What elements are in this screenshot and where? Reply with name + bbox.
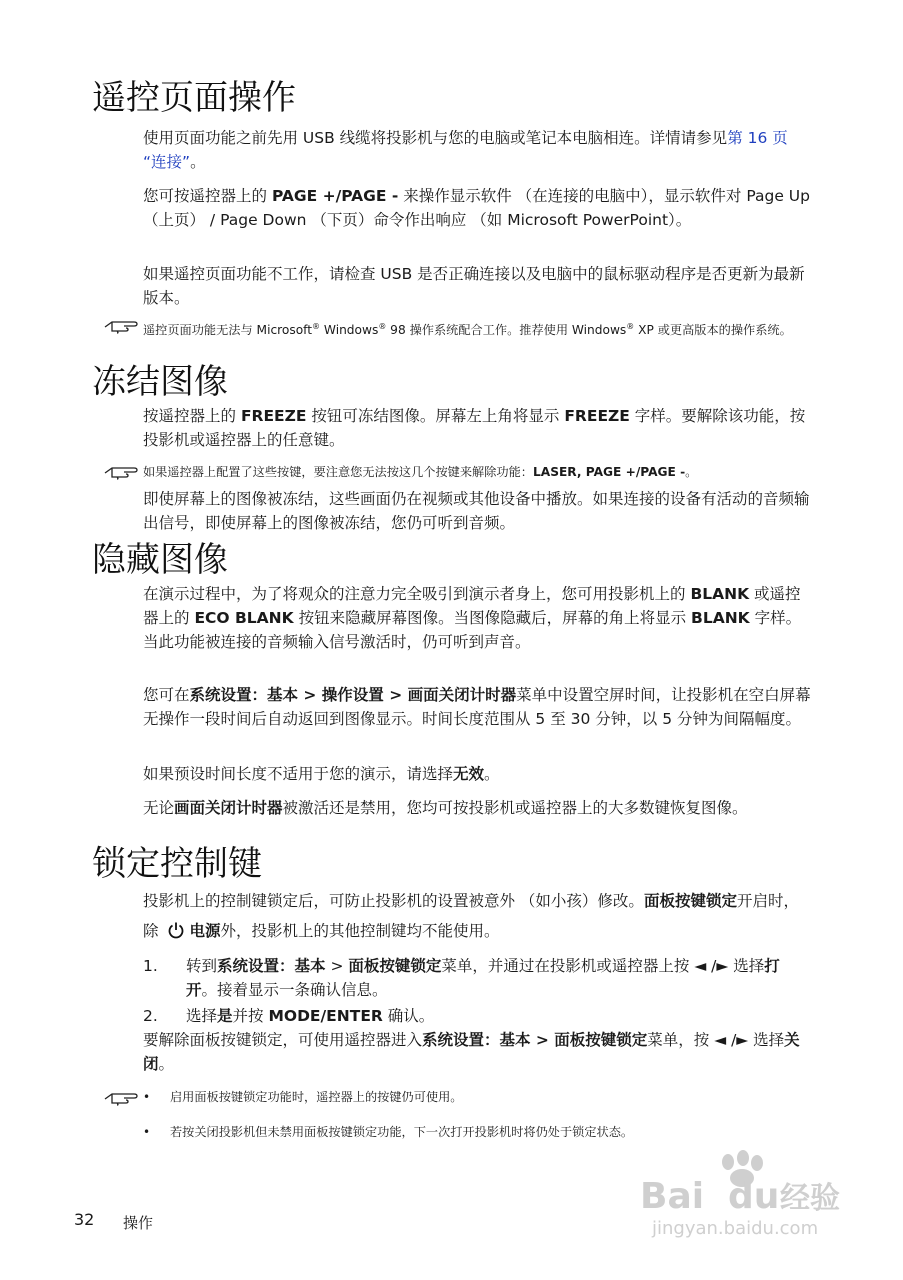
bold-text: 系统设置：基本 xyxy=(217,957,326,975)
text: 被激活还是禁用，您均可按投影机或遥控器上的大多数键恢复图像。 xyxy=(282,799,748,817)
watermark-brand: Bai xyxy=(640,1176,705,1217)
bold-text: 电源 xyxy=(189,922,221,940)
paragraph: 即使屏幕上的图像被冻结，这些画面仍在视频或其他设备中播放。如果连接的设备有活动的音频输出信号，即使屏幕上的图像被冻结，您仍可听到音频。 xyxy=(143,490,810,532)
paragraph xyxy=(143,404,811,452)
text: 按钮来隐藏屏幕图像。当图像隐藏后，屏幕的角上将显示 xyxy=(293,609,692,627)
bold-text: 画面关闭计时器 xyxy=(174,799,283,817)
paragraph xyxy=(143,762,811,786)
text: 使用页面功能之前先用 USB 线缆将投影机与您的电脑或笔记本电脑相连。详情请参见 xyxy=(143,129,728,147)
bold-text: BLANK xyxy=(691,609,750,627)
bold-text: 打开 xyxy=(186,957,780,999)
text: 无论 xyxy=(143,799,175,817)
text: 遥控页面功能无法与 Microsoft xyxy=(143,323,313,338)
bold-text: 是 xyxy=(217,1007,233,1025)
reg-mark: ® xyxy=(312,322,321,331)
text: 如果预设时间长度不适用于您的演示，请选择 xyxy=(143,765,454,783)
text: > xyxy=(325,957,349,975)
paragraph: 如果遥控页面功能不工作，请检查 USB 是否正确连接以及电脑中的鼠标驱动程序是否更新为最新版本。 xyxy=(143,265,805,307)
text: 菜单，按 ◄ /► 选择 xyxy=(647,1031,785,1049)
text: 要解除面板按键锁定，可使用遥控器进入 xyxy=(143,1031,423,1049)
section-title-panel-lock: 锁定控制键 xyxy=(92,844,262,884)
pointing-hand-icon xyxy=(104,318,138,334)
link-connection-page[interactable]: 第 16 页 “连接” xyxy=(143,129,788,171)
text: 。接着显示一条确认信息。 xyxy=(201,981,388,999)
text: 。 xyxy=(685,465,698,479)
text: XP 或更高版本的操作系统。 xyxy=(634,323,792,338)
paragraph xyxy=(143,796,811,820)
bold-text: ECO BLANK xyxy=(194,609,294,627)
footer-section: 操作 xyxy=(123,1214,154,1232)
text: 转到 xyxy=(186,957,218,975)
list-number: 2. xyxy=(143,1007,158,1025)
power-icon xyxy=(167,921,185,939)
paragraph xyxy=(143,184,811,232)
text: 按钮可冻结图像。屏幕左上角将显示 xyxy=(306,407,565,425)
text: 确认。 xyxy=(382,1007,435,1025)
text: 如果遥控器上配置了这些按键，要注意您无法按这几个按键来解除功能： xyxy=(143,465,533,479)
reg-mark: ® xyxy=(626,322,635,331)
bold-text: PAGE +/PAGE - xyxy=(271,187,399,205)
text: 。 xyxy=(190,153,206,171)
paragraph xyxy=(143,683,811,731)
bold-text: 系统设置：基本 > 面板按键锁定 xyxy=(422,1031,648,1049)
bullet: • xyxy=(143,1125,151,1139)
text: 外，投影机上的其他控制键均不能使用。 xyxy=(220,922,500,940)
text: 您可在 xyxy=(143,686,190,704)
note-bullet: 若按关闭投影机但未禁用面板按键锁定功能，下一次打开投影机时将仍处于锁定状态。 xyxy=(170,1125,634,1139)
bold-text: 面板按键锁定 xyxy=(348,957,442,975)
paragraph xyxy=(143,126,811,174)
list-number: 1. xyxy=(143,957,158,975)
bold-text: BLANK xyxy=(690,585,750,603)
bold-text: FREEZE xyxy=(240,407,307,425)
text: 您可按遥控器上的 xyxy=(143,187,272,205)
text: 。 xyxy=(484,765,500,783)
paragraph xyxy=(143,886,811,946)
bold-text: FREEZE xyxy=(564,407,630,425)
list-item xyxy=(186,954,806,1002)
note-text xyxy=(143,317,815,340)
section-title-freeze: 冻结图像 xyxy=(92,362,228,402)
bullet: • xyxy=(143,1090,151,1104)
text: 选择 xyxy=(186,1007,218,1025)
text: 按遥控器上的 xyxy=(143,407,241,425)
pointing-hand-icon xyxy=(104,1090,138,1106)
paragraph xyxy=(143,1028,811,1076)
text: 字样。要解除该功能，按投影机或遥控器上的任意键。 xyxy=(143,407,806,449)
bold-text: LASER, PAGE +/PAGE - xyxy=(533,465,686,479)
bold-text: 关闭 xyxy=(143,1031,800,1073)
watermark-url: jingyan.baidu.com xyxy=(652,1218,819,1239)
list-item xyxy=(186,1004,806,1028)
text: 字样。当此功能被连接的音频输入信号激活时，仍可听到声音。 xyxy=(143,609,802,651)
reg-mark: ® xyxy=(378,322,387,331)
text: 来操作显示软件 （在连接的电脑中），显示软件对 Page Up （上页） / Page Down （下页）命令作出响应 （如 Microsoft PowerPoint）。 xyxy=(143,187,810,229)
watermark-brand2: du xyxy=(728,1176,780,1217)
bold-text: 面板按键锁定 xyxy=(643,892,737,910)
text: 开启时，除 xyxy=(143,892,799,940)
text: 菜单中设置空屏时间，让投影机在空白屏幕无操作一段时间后自动返回到图像显示。时间长度范围从 5 至 30 分钟，以 5 分钟为间隔幅度。 xyxy=(143,686,811,728)
bold-text: MODE/ENTER xyxy=(268,1007,383,1025)
bold-text: 系统设置：基本 > 操作设置 > 画面关闭计时器 xyxy=(189,686,517,704)
text: 98 操作系统配合工作。推荐使用 Windows xyxy=(386,323,627,338)
section-title-remote-paging: 遥控页面操作 xyxy=(92,78,296,118)
note-text xyxy=(143,463,815,482)
baidu-watermark xyxy=(640,1150,860,1240)
text: 或遥控器上的 xyxy=(143,585,801,627)
text: 在演示过程中，为了将观众的注意力完全吸引到演示者身上，您可用投影机上的 xyxy=(143,585,691,603)
text: Windows xyxy=(320,323,379,338)
pointing-hand-icon xyxy=(104,464,138,480)
text: 投影机上的控制键锁定后，可防止投影机的设置被意外 （如小孩）修改。 xyxy=(143,892,644,910)
page-number: 32 xyxy=(74,1210,95,1229)
note-bullet: 启用面板按键锁定功能时，遥控器上的按键仍可使用。 xyxy=(170,1090,463,1104)
text: 并按 xyxy=(232,1007,269,1025)
text: 菜单，并通过在投影机或遥控器上按 ◄ /► 选择 xyxy=(441,957,765,975)
text: 。 xyxy=(158,1055,175,1073)
paragraph xyxy=(143,582,811,654)
section-title-hide-image: 隐藏图像 xyxy=(92,540,228,580)
watermark-cn: 经验 xyxy=(780,1181,840,1216)
bold-text: 无效 xyxy=(453,765,485,783)
